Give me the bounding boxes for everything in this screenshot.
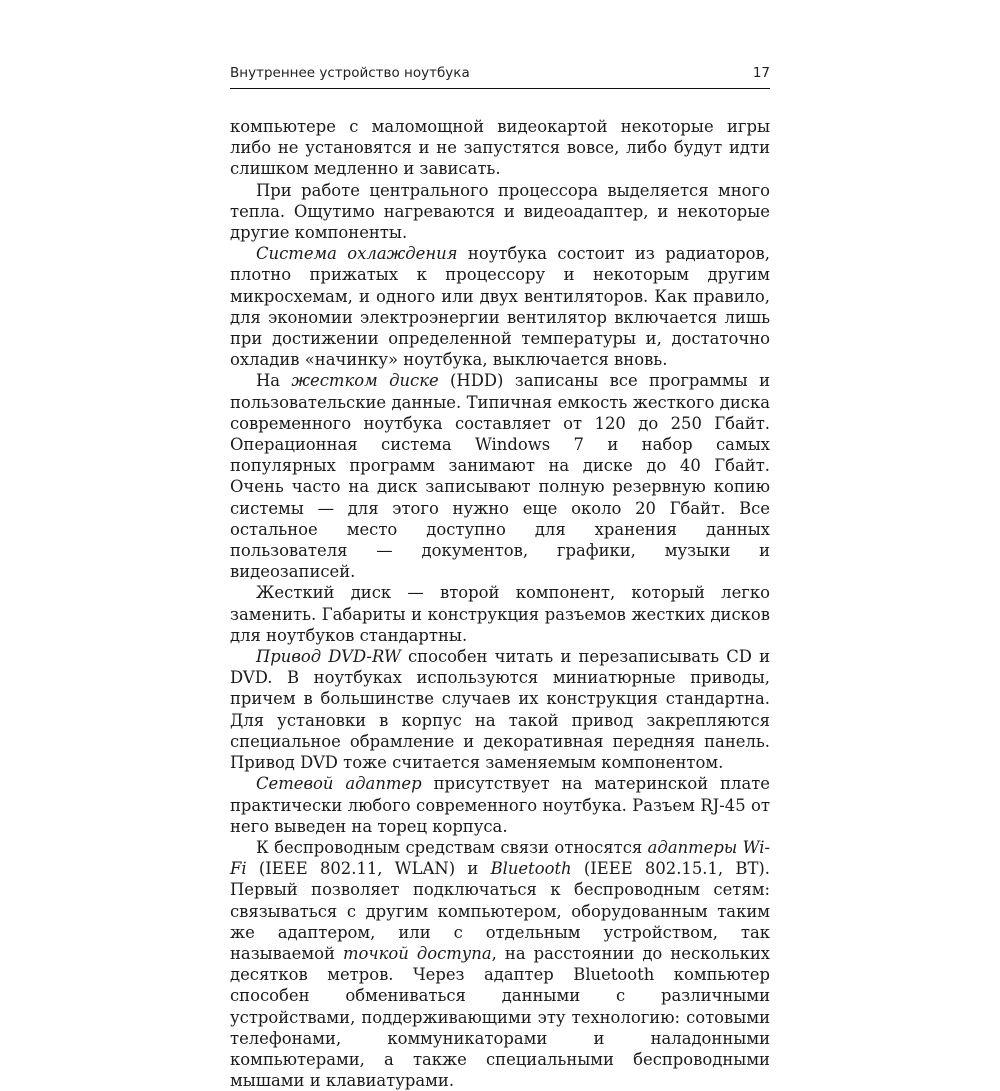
- text-run: На: [256, 371, 292, 391]
- running-title: Внутреннее устройство ноутбука: [230, 65, 470, 81]
- paragraph: [230, 837, 770, 1091]
- italic-term: Сетевой адаптер: [256, 774, 422, 794]
- italic-term: точкой доступа: [342, 943, 492, 963]
- text-run: ноутбука состоит из радиаторов, плотно прижатых к процессору и некоторым другим микросхемам, и одного или двух вентиляторов. Как правило, для экономии электроэнергии вентилятор включается лишь при достижении определенной температуры и, достаточно охладив «начинку» ноутбука, выключается вновь.: [230, 244, 770, 370]
- text-run: присутствует на материнской плате практически любого современного ноутбука. Разъем RJ-45 от него выведен на торец корпуса.: [230, 774, 770, 836]
- italic-term: Bluetooth: [490, 859, 572, 879]
- header-rule: [230, 88, 770, 89]
- paragraph: [230, 582, 770, 646]
- page-number: 17: [752, 65, 770, 81]
- text-run: способен читать и перезаписывать CD и DVD. В ноутбуках используются миниатюрные приводы, причем в большинстве случаев их конструкция стандартна. Для установки в корпус на такой привод закрепляются специальное обрамление и декоративная передняя панель. Привод DVD тоже считается заменяемым компонентом.: [230, 647, 770, 773]
- text-run: компьютере с маломощной видеокартой некоторые игры либо не установятся и не запустятся вовсе, либо будут идти слишком медленно и зависать.: [230, 117, 770, 179]
- text-run: (HDD) записаны все программы и пользовательские данные. Типичная емкость жесткого диска современного ноутбука составляет от 120 до 250 Гбайт. Операционная система Windows 7 и набор самых популярных программ занимают на диске до 40 Гбайт. Очень часто на диск записывают полную резервную копию системы — для этого нужно еще около 20 Гбайт. Все остальное место доступно для хранения данных пользователя — документов, графики, музыки и видеозаписей.: [230, 371, 770, 582]
- text-run: , на расстоянии до нескольких десятков метров. Через адаптер Bluetooth компьютер способен обмениваться данными с различными устройствами, поддерживающими эту технологию: сотовыми телефонами, коммуникаторами и наладонными компьютерами, а также специальными беспроводными мышами и клавиатурами.: [230, 943, 770, 1091]
- italic-term: адаптеры Wi-Fi: [230, 837, 770, 879]
- body-text: [230, 116, 770, 1091]
- paragraph: [230, 773, 770, 837]
- text-run: При работе центрального процессора выделяется много тепла. Ощутимо нагреваются и видеоадаптер, и некоторые другие компоненты.: [230, 180, 770, 243]
- text-run: (IEEE 802.11, WLAN) и: [246, 859, 491, 879]
- paragraph: [230, 646, 770, 773]
- paragraph: [230, 243, 770, 370]
- text-run: (IEEE 802.15.1, BT). Первый позволяет подключаться к беспроводным сетям: связываться с другим компьютером, оборудованным таким же адаптером, или с отдельным устройством, так называемой: [230, 859, 770, 963]
- paragraph: [230, 370, 770, 582]
- text-run: Жесткий диск — второй компонент, который легко заменить. Габариты и конструкция разъемов жестких дисков для ноутбуков стандартны.: [230, 583, 770, 645]
- paragraph: [230, 116, 770, 180]
- italic-term: Система охлаждения: [256, 244, 458, 264]
- italic-term: Привод DVD-RW: [256, 647, 401, 667]
- text-run: К беспроводным средствам связи относятся: [256, 837, 648, 857]
- italic-term: жестком диске: [291, 371, 439, 391]
- running-header: [230, 63, 770, 85]
- paragraph: [230, 180, 770, 244]
